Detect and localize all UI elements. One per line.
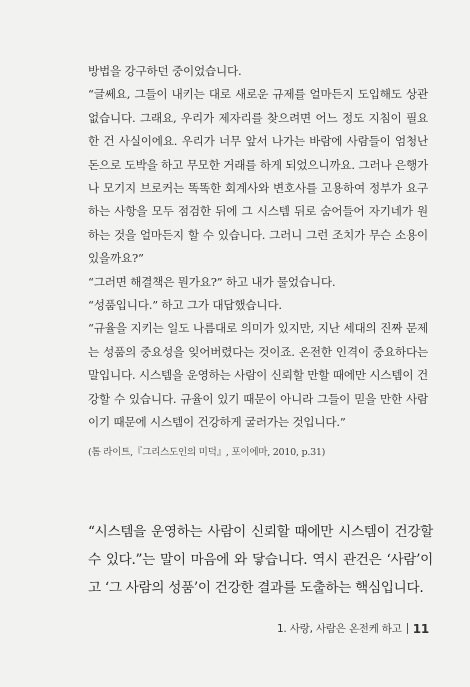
quote-line-intro: 방법을 강구하던 중이었습니다. <box>88 64 242 78</box>
quote-paragraph-2: “규율을 지키는 일도 나름대로 의미가 있지만, 지난 세대의 진짜 문제는 성품의 중요성을 잊어버렸다는 것이죠. 온전한 인격이 중요하다는 말입니다. 시스템을 운영하는 사람이 신뢰할 만할 때에만 시스템이 건강할 수 있습니다. 규율이 있기 때문이 아니라 그들이 믿을 만한 사람이기 때문에 시스템이 건강하게 굴러가는 것입니다.” <box>88 321 428 430</box>
chapter-title: 1. 사랑, 사람은 온전케 하고 <box>276 623 402 635</box>
quote-line-answer: “성품입니다.” 하고 그가 대답했습니다. <box>88 298 282 313</box>
quote-paragraph-1: “글쎄요, 그들이 내키는 대로 새로운 규제를 얼마든지 도입해도 상관없습니다. 그래요, 우리가 제자리를 찾으려면 어느 정도 지침이 필요한 건 사실이에요. 우리가 너무 앞서 나가는 바람에 사람들이 엄청난 돈으로 도박을 하고 무모한 거래를 하게 되었으니까요. 그러나 은행가나 모기지 브로커는 똑똑한 회계사와 변호사를 고용하여 정부가 요구하는 사항을 모두 점검한 뒤에 그 시스템 뒤로 숨어들어 자기네가 원하는 것을 얼마든지 할 수 있습니다. 그러니 그런 조치가 무슨 소용이 있을까요?” <box>88 87 428 266</box>
author-commentary <box>88 518 433 602</box>
page-number: 11 <box>412 621 429 636</box>
quote-line-question: “그러면 해결책은 뭔가요?” 하고 내가 물었습니다. <box>88 274 336 289</box>
page-footer <box>277 621 429 636</box>
commentary-paragraph: “시스템을 운영하는 사람이 신뢰할 때에만 시스템이 건강할 수 있다.”는 말이 마음에 와 닿습니다. 역시 관건은 ‘사람’이고 ‘그 사람의 성품’이 건강한 결과를 도출하는 핵심입니다. <box>88 524 433 596</box>
citation-source: (톰 라이트,『그리스도인의 미덕』, 포이에마, 2010, p.31) <box>88 446 326 458</box>
quoted-passage <box>88 60 428 464</box>
footer-divider <box>407 623 408 634</box>
